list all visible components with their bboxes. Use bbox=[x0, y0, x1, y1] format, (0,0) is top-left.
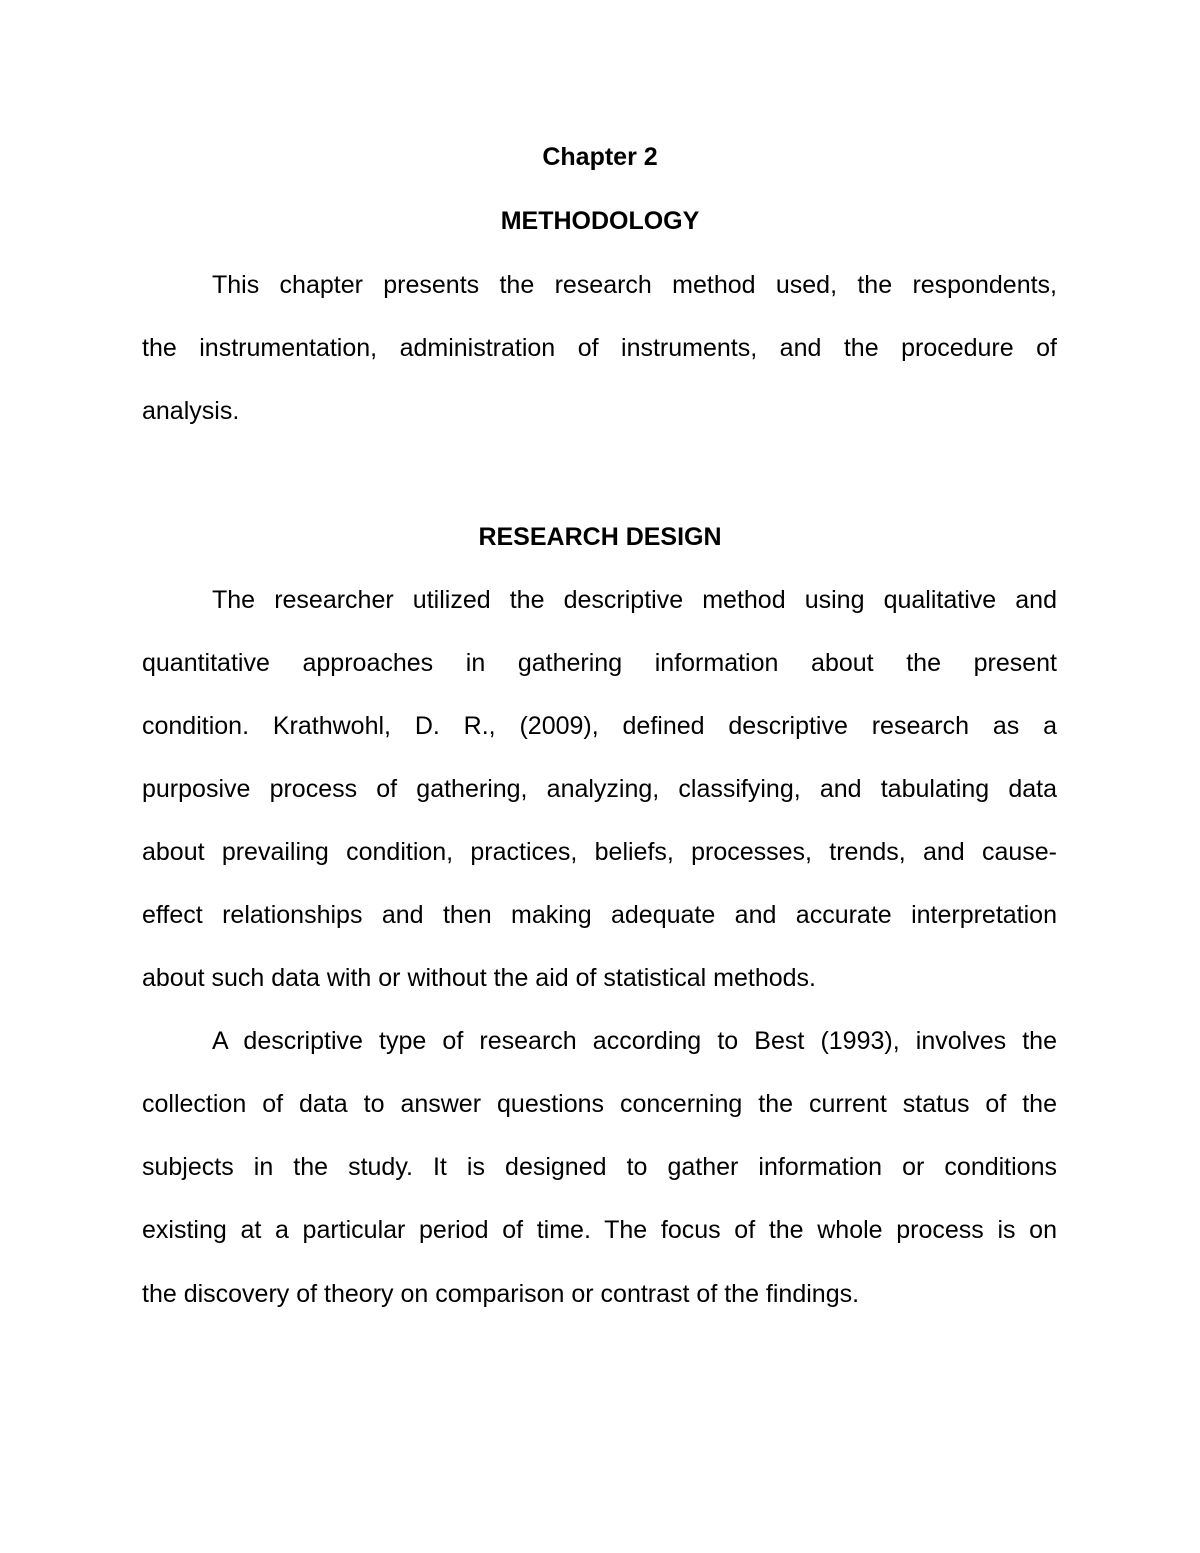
paragraph-line: about prevailing condition, practices, beliefs, processes, trends, and cause- bbox=[142, 838, 1057, 866]
paragraph-line: A descriptive type of research according to Best (1993), involves the bbox=[212, 1027, 1057, 1055]
paragraph-line: collection of data to answer questions concerning the current status of the bbox=[142, 1090, 1057, 1118]
paragraph-line: analysis. bbox=[142, 397, 240, 425]
paragraph-line: This chapter presents the research method used, the respondents, bbox=[212, 271, 1057, 299]
paragraph-line: existing at a particular period of time. The focus of the whole process is on bbox=[142, 1216, 1057, 1244]
paragraph-line: the instrumentation, administration of instruments, and the procedure of bbox=[142, 334, 1057, 362]
paragraph-line: condition. Krathwohl, D. R., (2009), defined descriptive research as a bbox=[142, 712, 1057, 740]
chapter-label: Chapter 2 bbox=[542, 143, 658, 171]
paragraph-line: purposive process of gathering, analyzing, classifying, and tabulating data bbox=[142, 775, 1057, 803]
paragraph-line: the discovery of theory on comparison or contrast of the findings. bbox=[142, 1280, 860, 1308]
paragraph-line: quantitative approaches in gathering information about the present bbox=[142, 649, 1057, 677]
paragraph-line: The researcher utilized the descriptive method using qualitative and bbox=[212, 586, 1057, 614]
paragraph-line: effect relationships and then making adequate and accurate interpretation bbox=[142, 901, 1057, 929]
paragraph-line: subjects in the study. It is designed to gather information or conditions bbox=[142, 1153, 1057, 1181]
chapter-title: METHODOLOGY bbox=[500, 207, 700, 235]
paragraph-line: about such data with or without the aid of statistical methods. bbox=[142, 964, 816, 992]
section-heading: RESEARCH DESIGN bbox=[478, 523, 722, 551]
